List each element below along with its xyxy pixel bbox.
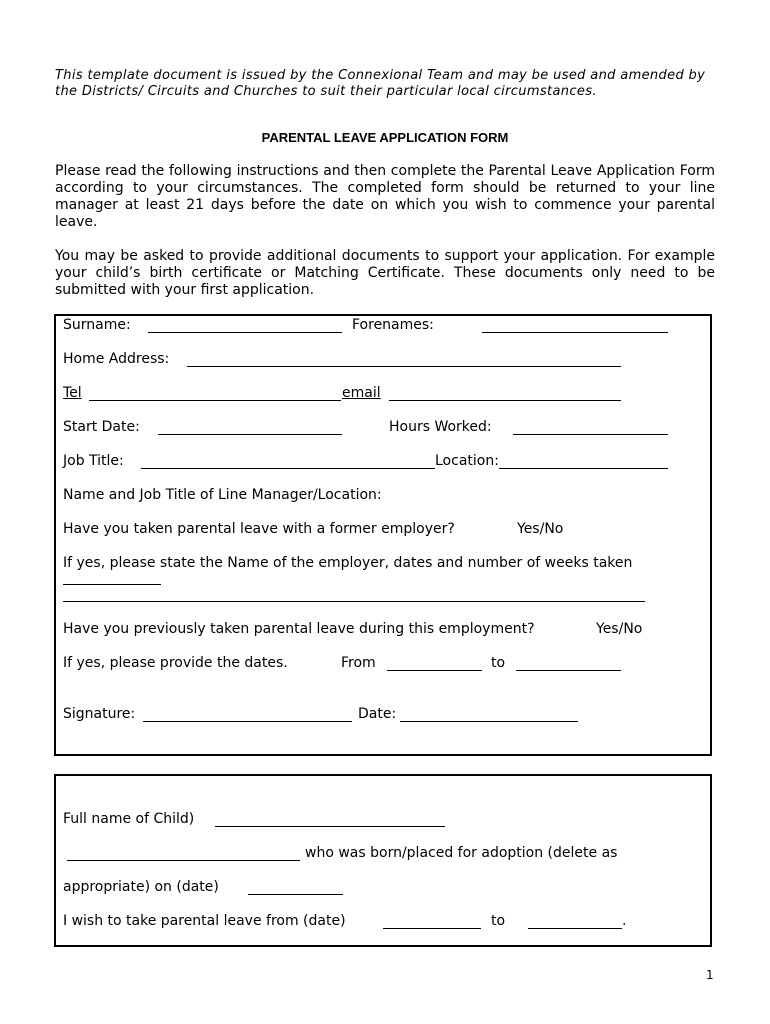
start-date-label: Start Date: bbox=[63, 419, 140, 435]
email-label: email bbox=[342, 385, 381, 401]
start-date-field[interactable] bbox=[158, 434, 342, 435]
to-label: to bbox=[491, 655, 506, 671]
signature-field[interactable] bbox=[143, 721, 352, 722]
child-name-field[interactable] bbox=[215, 826, 445, 827]
date-field[interactable] bbox=[400, 721, 578, 722]
home-address-field[interactable] bbox=[187, 366, 621, 367]
location-label: Location: bbox=[435, 453, 499, 469]
employer-details-field-2[interactable] bbox=[63, 601, 645, 602]
tel-label: Tel bbox=[63, 385, 82, 401]
appropriate-date-label: appropriate) on (date) bbox=[63, 879, 219, 895]
date-label: Date: bbox=[358, 706, 397, 722]
hours-worked-label: Hours Worked: bbox=[389, 419, 492, 435]
home-address-label: Home Address: bbox=[63, 351, 170, 367]
documents-paragraph: You may be asked to provide additional documents to support your application. For example your child’s birth certificate or Matching Certificate. These documents only need to be submitted with your first application. bbox=[55, 248, 715, 298]
born-date-field[interactable] bbox=[248, 894, 343, 895]
template-notice: This template document is issued by the Connexional Team and may be used and amended by the Districts/ Circuits and Churches to suit their particular local circumstances. bbox=[55, 68, 706, 99]
forenames-label: Forenames: bbox=[352, 317, 434, 333]
email-field[interactable] bbox=[389, 400, 621, 401]
leave-period: . bbox=[622, 913, 627, 929]
employer-details-field-1[interactable] bbox=[63, 584, 161, 585]
forenames-field[interactable] bbox=[482, 332, 668, 333]
born-placed-label: who was born/placed for adoption (delete as bbox=[305, 845, 618, 861]
leave-from-label: I wish to take parental leave from (date) bbox=[63, 913, 346, 929]
signature-label: Signature: bbox=[63, 706, 136, 722]
tel-field[interactable] bbox=[89, 400, 341, 401]
former-employer-question: Have you taken parental leave with a former employer? bbox=[63, 521, 455, 537]
to-date-field[interactable] bbox=[516, 670, 621, 671]
surname-label: Surname: bbox=[63, 317, 131, 333]
line-manager-label: Name and Job Title of Line Manager/Location: bbox=[63, 487, 382, 503]
child-name-label: Full name of Child) bbox=[63, 811, 195, 827]
employer-details-label: If yes, please state the Name of the employer, dates and number of weeks taken bbox=[63, 555, 633, 571]
provide-dates-label: If yes, please provide the dates. bbox=[63, 655, 288, 671]
leave-from-field[interactable] bbox=[383, 928, 481, 929]
child-born-date-field[interactable] bbox=[67, 860, 300, 861]
page-number: 1 bbox=[706, 968, 714, 982]
leave-to-field[interactable] bbox=[528, 928, 622, 929]
previous-leave-yes-no[interactable]: Yes/No bbox=[596, 621, 643, 637]
job-title-label: Job Title: bbox=[63, 453, 124, 469]
from-label: From bbox=[341, 655, 376, 671]
job-title-field[interactable] bbox=[141, 468, 668, 469]
from-date-field[interactable] bbox=[387, 670, 482, 671]
former-employer-yes-no[interactable]: Yes/No bbox=[517, 521, 564, 537]
previous-leave-question: Have you previously taken parental leave during this employment? bbox=[63, 621, 535, 637]
surname-field[interactable] bbox=[148, 332, 342, 333]
leave-to-label: to bbox=[491, 913, 506, 929]
instructions-paragraph: Please read the following instructions and then complete the Parental Leave Application Form according to your circumstances. The completed form should be returned to your line manager at least 21 days before the date on which you wish to commence your parental leave. bbox=[55, 163, 715, 230]
page-title: PARENTAL LEAVE APPLICATION FORM bbox=[261, 130, 509, 145]
hours-worked-field[interactable] bbox=[513, 434, 668, 435]
